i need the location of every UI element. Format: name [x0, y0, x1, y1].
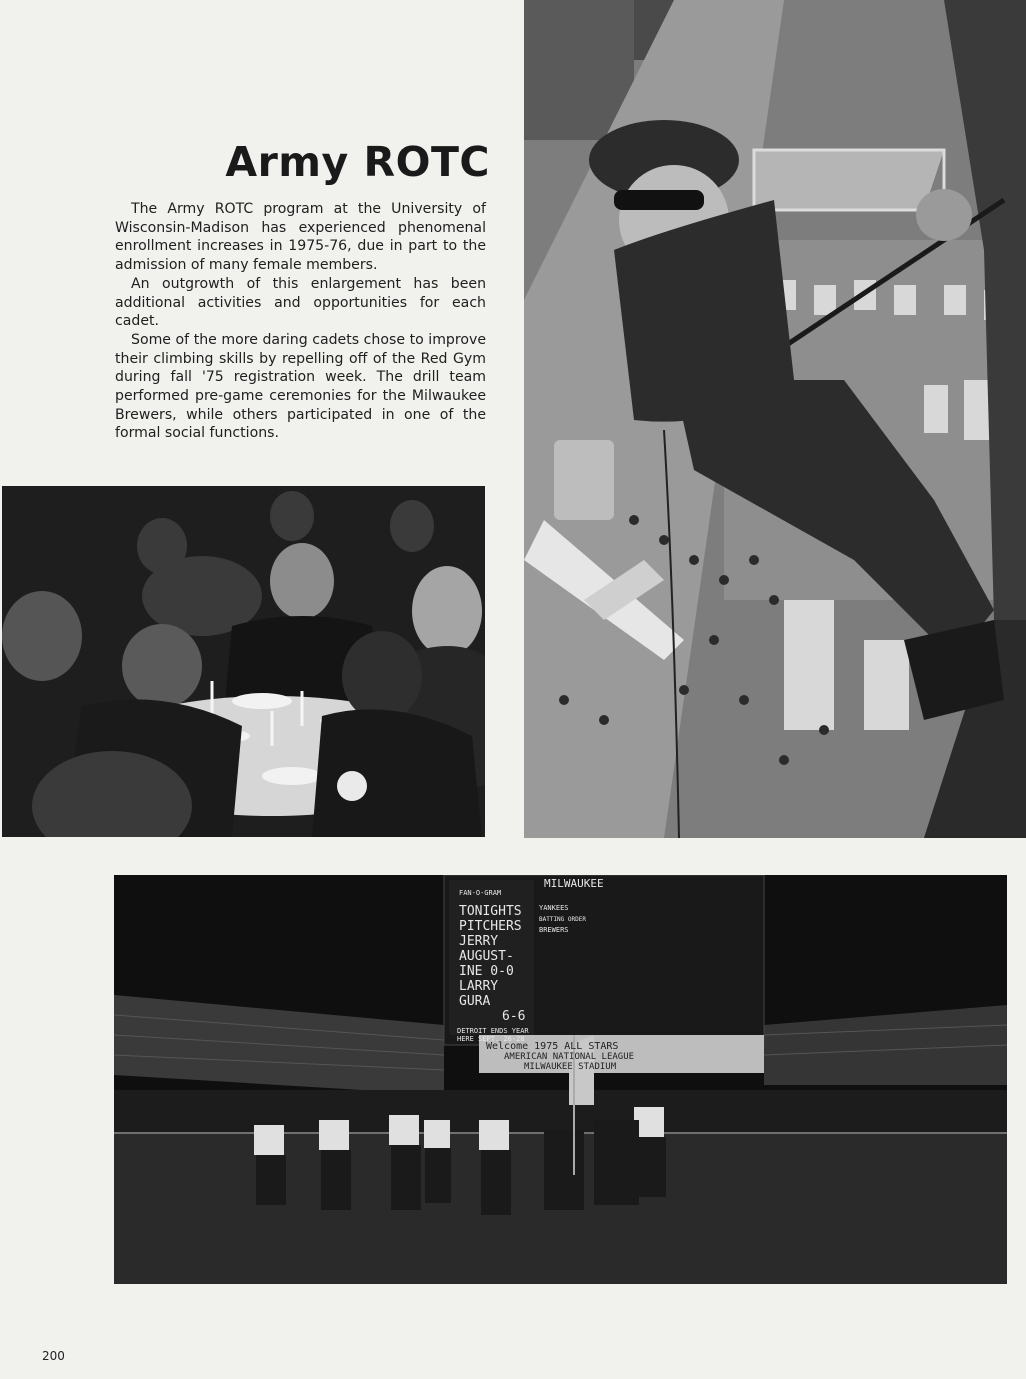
scoreboard-banner-2: AMERICAN NATIONAL LEAGUE: [504, 1052, 635, 1062]
scoreboard-fan-o-gram: FAN-O-GRAM: [459, 889, 502, 897]
scoreboard-banner-3: MILWAUKEE STADIUM: [524, 1062, 617, 1072]
rappelling-photo: [524, 0, 1026, 838]
scoreboard-line-5: INE 0-0: [459, 964, 514, 979]
article-title: Army ROTC: [225, 138, 490, 186]
formal-dinner-photo: [2, 486, 485, 837]
stadium-drill-team-photo: [114, 875, 1007, 1284]
paragraph-2: An outgrowth of this enlargement has been additional activities and opportunities for each cadet.: [115, 275, 486, 330]
paragraph-1: The Army ROTC program at the University of Wisconsin-Madison has experienced phenomenal enrollment increases in 1975-76, due in part to the admission of many female members.: [115, 201, 486, 274]
scoreboard-team-1: YANKEES: [539, 904, 569, 912]
scoreboard-header: MILWAUKEE: [544, 877, 604, 890]
paragraph-3: Some of the more daring cadets chose to improve their climbing skills by repelling off of the Red Gym during fall '75 registration week. The drill team performed pre-game ceremonies for the Milwaukee Brewers, while others participated in one of the formal social functions.: [115, 331, 486, 442]
scoreboard-footer-1: DETROIT ENDS YEAR: [457, 1027, 529, 1035]
scoreboard-line-6: LARRY: [459, 979, 499, 994]
scoreboard-banner-1: Welcome 1975 ALL STARS: [486, 1041, 619, 1052]
article-body: [115, 200, 486, 443]
scoreboard-line-1: TONIGHTS: [459, 904, 522, 919]
scoreboard-footer-2: HERE SEPT. 26-28: [457, 1035, 525, 1043]
scoreboard-team-2: BATTING ORDER: [539, 916, 586, 923]
page-number: 200: [42, 1349, 65, 1363]
scoreboard-line-2: PITCHERS: [459, 919, 522, 934]
scoreboard-line-3: JERRY: [459, 934, 499, 949]
scoreboard-line-8: 6-6: [502, 1009, 526, 1024]
scoreboard-team-3: BREWERS: [539, 926, 569, 934]
scoreboard-line-4: AUGUST-: [459, 949, 514, 964]
scoreboard-line-7: GURA: [459, 994, 491, 1009]
